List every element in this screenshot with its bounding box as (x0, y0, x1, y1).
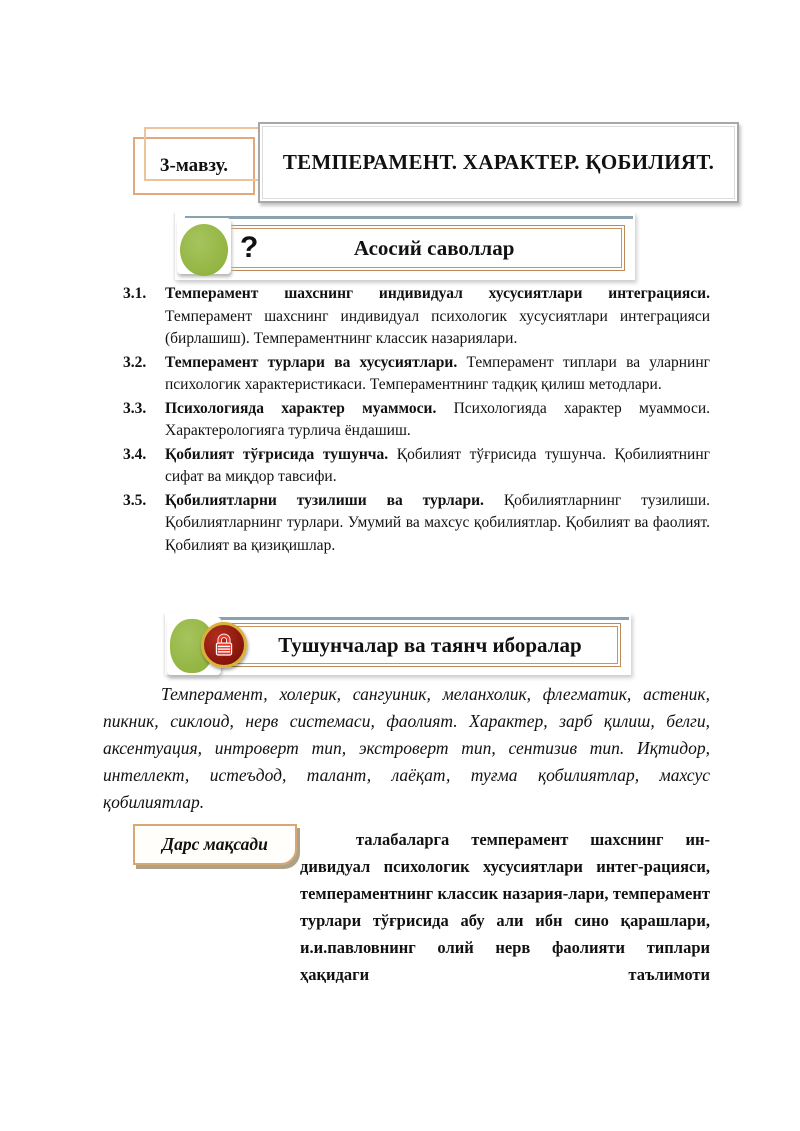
list-item (123, 398, 710, 443)
item-lead: Қобилият тўғрисида тушунча. (165, 445, 389, 463)
objective-box-column (133, 824, 300, 988)
questions-section-header (175, 212, 635, 280)
item-text (165, 444, 710, 489)
list-item (123, 444, 710, 489)
page-header (133, 122, 715, 205)
topic-number-box (133, 137, 255, 195)
item-lead: Психологияда характер муаммоси. (165, 399, 437, 417)
item-body: Темперамент типлари ва уларнинг психологик характеристикаси. Темпераментнинг тадқиқ қилиш методлари. (165, 353, 710, 393)
page-title-box (258, 122, 739, 203)
item-lead: Қобилиятларни тузилиши ва турлари. (165, 491, 484, 509)
item-body: Темперамент шахснинг индивидуал психологик хусусиятлари интеграцияси (бирлашиш). Темпераментнинг классик назариялари. (165, 307, 710, 347)
item-text (165, 352, 710, 397)
terms-section-title: Тушунчалар ва таянч иборалар (278, 632, 582, 657)
item-text (165, 398, 710, 443)
item-number: 3.3. (123, 399, 147, 417)
item-body: Қобилиятларнинг тузилиши. Қобилиятларнинг турлари. Умумий ва махсус қобилиятлар. Қобилият ва фаолият. Қобилият ва қизиқишлар. (165, 491, 711, 554)
terms-section-header (165, 613, 631, 675)
questions-title-box (215, 225, 625, 271)
item-number: 3.5. (123, 491, 147, 509)
lock-icon (211, 632, 237, 658)
question-mark-icon: ? (240, 231, 259, 264)
item-number: 3.1. (123, 285, 147, 302)
item-text (165, 490, 710, 558)
header-accent-line (175, 617, 629, 620)
item-body: Қобилият тўғрисида тушунча. Қобилиятнинг сифат ва миқдор тавсифи. (165, 445, 710, 485)
questions-list (123, 283, 710, 557)
topic-number-label: 3-мавзу. (160, 155, 228, 176)
item-body: Психологияда характер муаммоси. Характерологияга турлича ёндашиш. (165, 399, 711, 439)
key-terms-paragraph: Темперамент, холерик, сангуиник, меланхолик, флегматик, астеник, пикник, сиклоид, нерв системаси, фаолият. Характер, зарб қилиш, белги, аксентуация, интроверт тип, экстроверт тип, сентизив тип. Иқтидор, интеллект, истеъдод, талант, лаёқат, туғма қобилиятлар, махсус қобилиятлар. (103, 684, 710, 812)
item-number: 3.4. (123, 445, 147, 463)
lock-badge (201, 622, 247, 668)
item-text (165, 283, 710, 351)
lesson-objective-section (133, 824, 710, 988)
list-item (123, 490, 710, 558)
lesson-objective-label: Дарс мақсади (162, 834, 268, 854)
item-lead: Темперамент шахснинг индивидуал хусусиятлари интеграцияси. (165, 285, 710, 302)
page-title: ТЕМПЕРАМЕНТ. ХАРАКТЕР. ҚОБИЛИЯТ. (282, 150, 715, 174)
list-item (123, 283, 710, 351)
terms-title-box (217, 623, 621, 667)
item-lead: Темперамент турлари ва хусусиятлари. (165, 353, 458, 371)
green-ellipse-icon (180, 224, 228, 276)
lesson-objective-box (133, 824, 297, 865)
lesson-objective-text: талабаларга темперамент шахснинг ин-дивидуал психологик хусусиятлари интег-рацияси, темпераментнинг классик назария-лари, темперамент турлари тўғрисида абу али ибн сино қарашлари, и.и.павловнинг олий нерв фаолияти типлари ҳақидаги таълимоти (300, 830, 710, 984)
questions-section-title: Асосий саволлар (353, 235, 515, 260)
header-accent-line (185, 216, 633, 219)
list-item (123, 352, 710, 397)
item-number: 3.2. (123, 353, 147, 371)
